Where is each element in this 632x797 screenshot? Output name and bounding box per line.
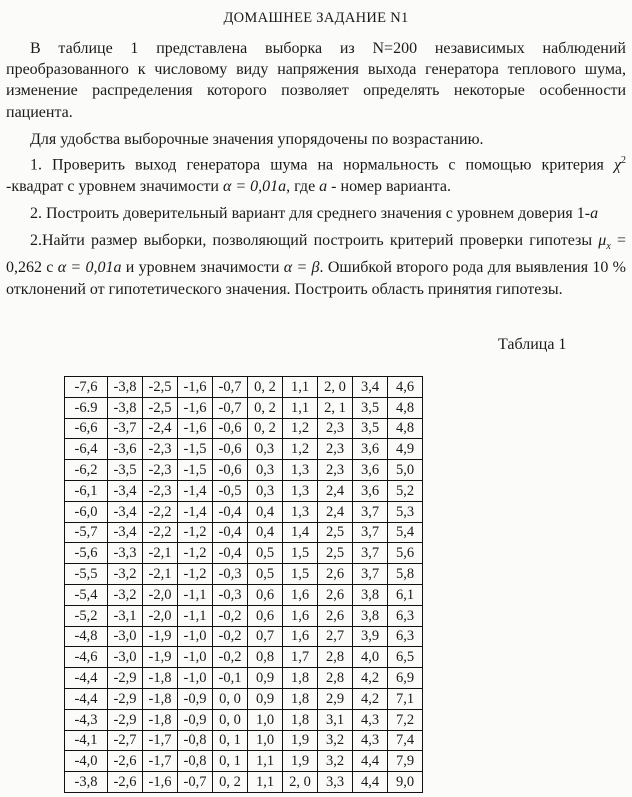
- table-cell: -0,2: [213, 626, 248, 647]
- table-cell: 5,2: [388, 480, 423, 501]
- table-cell: -1,4: [178, 501, 213, 522]
- data-table-container: [64, 376, 423, 793]
- table-cell: 2, 1: [318, 397, 353, 418]
- table-cell: 0,4: [248, 501, 283, 522]
- table-cell: 1,1: [248, 751, 283, 772]
- table-cell: 0,5: [248, 543, 283, 564]
- task-2-text: 2. Построить доверительный вариант для среднего значения с уровнем доверия 1-: [30, 204, 591, 222]
- table-cell: -2,1: [143, 543, 178, 564]
- table-cell: 1,2: [283, 439, 318, 460]
- table-cell: -6,2: [65, 460, 108, 481]
- table-cell: 6,3: [388, 605, 423, 626]
- confidence-symbol: a: [590, 204, 599, 222]
- table-cell: 1,8: [283, 668, 318, 689]
- table-cell: 3,1: [318, 709, 353, 730]
- table-cell: 9,0: [388, 772, 423, 793]
- table-cell: -2,5: [143, 397, 178, 418]
- table-cell: 4,4: [353, 772, 388, 793]
- table-row: [65, 688, 423, 709]
- table-cell: -1,2: [178, 522, 213, 543]
- table-cell: 2,5: [318, 522, 353, 543]
- table-cell: 0,8: [248, 647, 283, 668]
- table-cell: -2,9: [108, 688, 143, 709]
- table-row: [65, 418, 423, 439]
- table-cell: -1,6: [143, 772, 178, 793]
- table-row: [65, 772, 423, 793]
- table-cell: -0,6: [213, 439, 248, 460]
- table-cell: -0,8: [178, 730, 213, 751]
- table-cell: -2,5: [143, 377, 178, 398]
- table-cell: -1,9: [143, 647, 178, 668]
- table-cell: -2,0: [143, 605, 178, 626]
- table-cell: -0,7: [178, 772, 213, 793]
- table-cell: 7,9: [388, 751, 423, 772]
- table-cell: 1,9: [283, 751, 318, 772]
- table-cell: 4,2: [353, 688, 388, 709]
- table-cell: -0,5: [213, 480, 248, 501]
- body-text: [6, 38, 626, 300]
- chi-symbol: χ: [613, 156, 621, 174]
- table-cell: -4,6: [65, 647, 108, 668]
- table-cell: 4,8: [388, 397, 423, 418]
- table-cell: -0,8: [178, 751, 213, 772]
- table-cell: 1,1: [283, 397, 318, 418]
- table-cell: 0, 0: [213, 709, 248, 730]
- table-cell: -2,6: [108, 751, 143, 772]
- task-1-paragraph: [6, 150, 626, 197]
- table-cell: 1,8: [283, 709, 318, 730]
- table-label: Таблица 1: [498, 336, 567, 353]
- table-cell: -1,0: [178, 647, 213, 668]
- table-cell: 1,1: [248, 772, 283, 793]
- table-cell: 5,6: [388, 543, 423, 564]
- task-1-where: , где: [286, 177, 320, 195]
- table-cell: 2,6: [318, 564, 353, 585]
- table-cell: -6.9: [65, 397, 108, 418]
- table-cell: -4,0: [65, 751, 108, 772]
- table-cell: 1,9: [283, 730, 318, 751]
- data-table: [64, 376, 423, 793]
- sorted-paragraph: Для удобства выборочные значения упорядочены по возрастанию.: [30, 130, 484, 148]
- table-cell: 2,9: [318, 688, 353, 709]
- table-cell: -1,1: [178, 584, 213, 605]
- task-3-paragraph: [6, 230, 626, 300]
- table-cell: 3,6: [353, 480, 388, 501]
- table-row: [65, 605, 423, 626]
- table-cell: -6,0: [65, 501, 108, 522]
- table-cell: 4,6: [388, 377, 423, 398]
- table-cell: -3,3: [108, 543, 143, 564]
- table-cell: -1,2: [178, 543, 213, 564]
- table-cell: 1,4: [283, 522, 318, 543]
- table-cell: 0,3: [248, 460, 283, 481]
- table-cell: 7,4: [388, 730, 423, 751]
- table-row: [65, 460, 423, 481]
- table-cell: 6,1: [388, 584, 423, 605]
- table-cell: -0,9: [178, 688, 213, 709]
- table-row: [65, 564, 423, 585]
- table-cell: -2,2: [143, 522, 178, 543]
- mu-symbol: μ: [598, 231, 607, 249]
- table-cell: -3,5: [108, 460, 143, 481]
- table-cell: -0,6: [213, 460, 248, 481]
- table-cell: 0,3: [248, 480, 283, 501]
- table-cell: 2, 0: [283, 772, 318, 793]
- table-cell: 4,4: [353, 751, 388, 772]
- table-cell: -4,1: [65, 730, 108, 751]
- table-cell: 0,9: [248, 688, 283, 709]
- table-row: [65, 626, 423, 647]
- table-cell: 0,6: [248, 584, 283, 605]
- table-cell: 2,6: [318, 584, 353, 605]
- table-cell: 4,2: [353, 668, 388, 689]
- table-cell: -0,7: [213, 377, 248, 398]
- table-cell: -0,1: [213, 668, 248, 689]
- table-cell: 3,5: [353, 397, 388, 418]
- table-cell: -1,6: [178, 377, 213, 398]
- table-cell: -0,4: [213, 522, 248, 543]
- table-cell: 4,0: [353, 647, 388, 668]
- table-cell: -7,6: [65, 377, 108, 398]
- table-cell: 2,7: [318, 626, 353, 647]
- table-cell: 0,9: [248, 668, 283, 689]
- table-row: [65, 647, 423, 668]
- table-cell: 0,4: [248, 522, 283, 543]
- alpha-formula-2: α = 0,01a: [57, 259, 122, 277]
- table-cell: 6,9: [388, 668, 423, 689]
- table-cell: -3,1: [108, 605, 143, 626]
- table-cell: -1,1: [178, 605, 213, 626]
- table-cell: 2,6: [318, 605, 353, 626]
- table-cell: -0,6: [213, 418, 248, 439]
- table-cell: 5,3: [388, 501, 423, 522]
- table-cell: 1,3: [283, 480, 318, 501]
- table-row: [65, 543, 423, 564]
- table-cell: 1,5: [283, 564, 318, 585]
- table-cell: -0,4: [213, 501, 248, 522]
- table-cell: -1,8: [143, 668, 178, 689]
- table-cell: -1,4: [178, 480, 213, 501]
- table-cell: -2,3: [143, 439, 178, 460]
- table-cell: -3,8: [65, 772, 108, 793]
- table-cell: 2,8: [318, 647, 353, 668]
- table-cell: -1,7: [143, 751, 178, 772]
- table-cell: 2,4: [318, 480, 353, 501]
- table-cell: -0,4: [213, 543, 248, 564]
- table-cell: -4,8: [65, 626, 108, 647]
- table-cell: -3,7: [108, 418, 143, 439]
- table-cell: 3,5: [353, 418, 388, 439]
- table-cell: 3,6: [353, 460, 388, 481]
- table-cell: 6,3: [388, 626, 423, 647]
- table-cell: -2,0: [143, 584, 178, 605]
- beta-formula: α = β: [283, 259, 320, 277]
- table-cell: -3,8: [108, 377, 143, 398]
- table-cell: 0, 2: [248, 377, 283, 398]
- table-cell: -3,0: [108, 647, 143, 668]
- table-cell: 3,4: [353, 377, 388, 398]
- table-cell: -0,3: [213, 584, 248, 605]
- table-cell: -2,3: [143, 480, 178, 501]
- table-row: [65, 730, 423, 751]
- table-cell: -3,4: [108, 522, 143, 543]
- table-row: [65, 584, 423, 605]
- table-cell: 0, 2: [213, 772, 248, 793]
- table-cell: 1,0: [248, 730, 283, 751]
- table-cell: -2,9: [108, 709, 143, 730]
- table-cell: -3,8: [108, 397, 143, 418]
- task-3-and: и уровнем значимости: [121, 259, 284, 277]
- table-cell: 2,3: [318, 418, 353, 439]
- table-cell: -1,5: [178, 460, 213, 481]
- table-cell: -1,7: [143, 730, 178, 751]
- table-cell: 4,3: [353, 730, 388, 751]
- table-cell: -5,5: [65, 564, 108, 585]
- task-1-text-mid: -квадрат с уровнем значимости: [6, 177, 223, 195]
- table-row: [65, 522, 423, 543]
- table-row: [65, 668, 423, 689]
- alpha-formula: α = 0,01a: [222, 177, 287, 195]
- table-cell: 6,5: [388, 647, 423, 668]
- table-cell: 0, 2: [248, 397, 283, 418]
- table-cell: 4,8: [388, 418, 423, 439]
- table-row: [65, 751, 423, 772]
- table-cell: 0, 0: [213, 688, 248, 709]
- table-cell: -0,9: [178, 709, 213, 730]
- table-cell: -1,6: [178, 397, 213, 418]
- table-cell: 3,7: [353, 543, 388, 564]
- table-cell: -2,3: [143, 460, 178, 481]
- table-cell: -2,7: [108, 730, 143, 751]
- table-row: [65, 709, 423, 730]
- table-cell: -1,2: [178, 564, 213, 585]
- table-row: [65, 501, 423, 522]
- table-cell: -1,5: [178, 439, 213, 460]
- table-cell: 1,3: [283, 501, 318, 522]
- table-cell: -4,4: [65, 668, 108, 689]
- table-cell: -5,7: [65, 522, 108, 543]
- task-3-with: с: [42, 259, 58, 277]
- chi-exponent: 2: [621, 155, 626, 167]
- table-cell: 1,0: [248, 709, 283, 730]
- table-cell: 1,7: [283, 647, 318, 668]
- table-cell: -5,4: [65, 584, 108, 605]
- table-cell: 0,6: [248, 605, 283, 626]
- table-cell: 2,3: [318, 439, 353, 460]
- task-3-text: 2.Найти размер выборки, позволяющий построить критерий проверки гипотезы: [30, 231, 599, 249]
- table-cell: 3,7: [353, 522, 388, 543]
- table-cell: -0,3: [213, 564, 248, 585]
- table-cell: -2,1: [143, 564, 178, 585]
- table-cell: 1,6: [283, 626, 318, 647]
- table-cell: -3,2: [108, 584, 143, 605]
- table-cell: 2,4: [318, 501, 353, 522]
- table-cell: -6,4: [65, 439, 108, 460]
- table-cell: 3,7: [353, 501, 388, 522]
- table-cell: 2, 0: [318, 377, 353, 398]
- task-1-suffix: - номер варианта.: [327, 177, 451, 195]
- table-cell: 7,2: [388, 709, 423, 730]
- table-cell: -4,4: [65, 688, 108, 709]
- table-cell: -6,6: [65, 418, 108, 439]
- table-cell: -1,0: [178, 626, 213, 647]
- table-cell: 3,3: [318, 772, 353, 793]
- mu-value: = 0,262: [6, 231, 626, 277]
- table-row: [65, 397, 423, 418]
- table-cell: 0,5: [248, 564, 283, 585]
- table-cell: 3,9: [353, 626, 388, 647]
- table-cell: -3,4: [108, 501, 143, 522]
- table-cell: 2,3: [318, 460, 353, 481]
- table-cell: 1,3: [283, 460, 318, 481]
- table-cell: 0, 2: [248, 418, 283, 439]
- table-cell: 4,3: [353, 709, 388, 730]
- table-cell: -2,9: [108, 668, 143, 689]
- table-cell: -1,8: [143, 709, 178, 730]
- table-cell: 1,8: [283, 688, 318, 709]
- table-row: [65, 377, 423, 398]
- table-cell: 5,0: [388, 460, 423, 481]
- task-1-text: 1. Проверить выход генератора шума на нормальность с помощью критерия: [30, 156, 614, 174]
- table-cell: 7,1: [388, 688, 423, 709]
- table-cell: 1,6: [283, 584, 318, 605]
- variant-symbol: a: [319, 177, 328, 195]
- table-cell: 5,4: [388, 522, 423, 543]
- table-cell: 1,6: [283, 605, 318, 626]
- table-cell: -4,3: [65, 709, 108, 730]
- table-cell: -0,2: [213, 647, 248, 668]
- table-cell: 1,2: [283, 418, 318, 439]
- table-cell: -3,6: [108, 439, 143, 460]
- table-cell: -0,2: [213, 605, 248, 626]
- table-cell: -5,6: [65, 543, 108, 564]
- table-cell: -2,2: [143, 501, 178, 522]
- table-cell: -5,2: [65, 605, 108, 626]
- table-cell: -1,9: [143, 626, 178, 647]
- table-cell: 0, 1: [213, 751, 248, 772]
- table-cell: -1,6: [178, 418, 213, 439]
- table-cell: -6,1: [65, 480, 108, 501]
- table-cell: 5,8: [388, 564, 423, 585]
- table-cell: 3,2: [318, 751, 353, 772]
- table-row: [65, 439, 423, 460]
- table-cell: -2,4: [143, 418, 178, 439]
- table-cell: -1,8: [143, 688, 178, 709]
- table-cell: 1,1: [283, 377, 318, 398]
- table-cell: 3,8: [353, 584, 388, 605]
- table-cell: 0,3: [248, 439, 283, 460]
- table-cell: 4,9: [388, 439, 423, 460]
- table-cell: 0,7: [248, 626, 283, 647]
- table-cell: -3,2: [108, 564, 143, 585]
- table-cell: 3,6: [353, 439, 388, 460]
- mu-subscript: x: [606, 241, 611, 253]
- table-cell: 3,7: [353, 564, 388, 585]
- table-cell: -3,4: [108, 480, 143, 501]
- task-2-paragraph: [6, 203, 626, 224]
- table-cell: -1,0: [178, 668, 213, 689]
- table-row: [65, 480, 423, 501]
- intro-paragraph: В таблице 1 представлена выборка из N=200 независимых наблюдений преобразованного к числовому виду напряжения выхода генератора теплового шума, изменение распределения которого позволяет определять некоторые особенности пациента.: [6, 40, 626, 121]
- table-cell: 3,2: [318, 730, 353, 751]
- page-title: ДОМАШНЕЕ ЗАДАНИЕ N1: [223, 10, 409, 26]
- task-3-suffix: . Ошибкой второго рода для выявления 10 % отклонений от гипотетического значения. Построить область принятия гипотезы.: [6, 259, 626, 298]
- table-cell: 0, 1: [213, 730, 248, 751]
- table-cell: 2,8: [318, 668, 353, 689]
- table-cell: -3,0: [108, 626, 143, 647]
- table-cell: 2,5: [318, 543, 353, 564]
- table-cell: -0,7: [213, 397, 248, 418]
- table-cell: 3,8: [353, 605, 388, 626]
- table-cell: -2,6: [108, 772, 143, 793]
- table-cell: 1,5: [283, 543, 318, 564]
